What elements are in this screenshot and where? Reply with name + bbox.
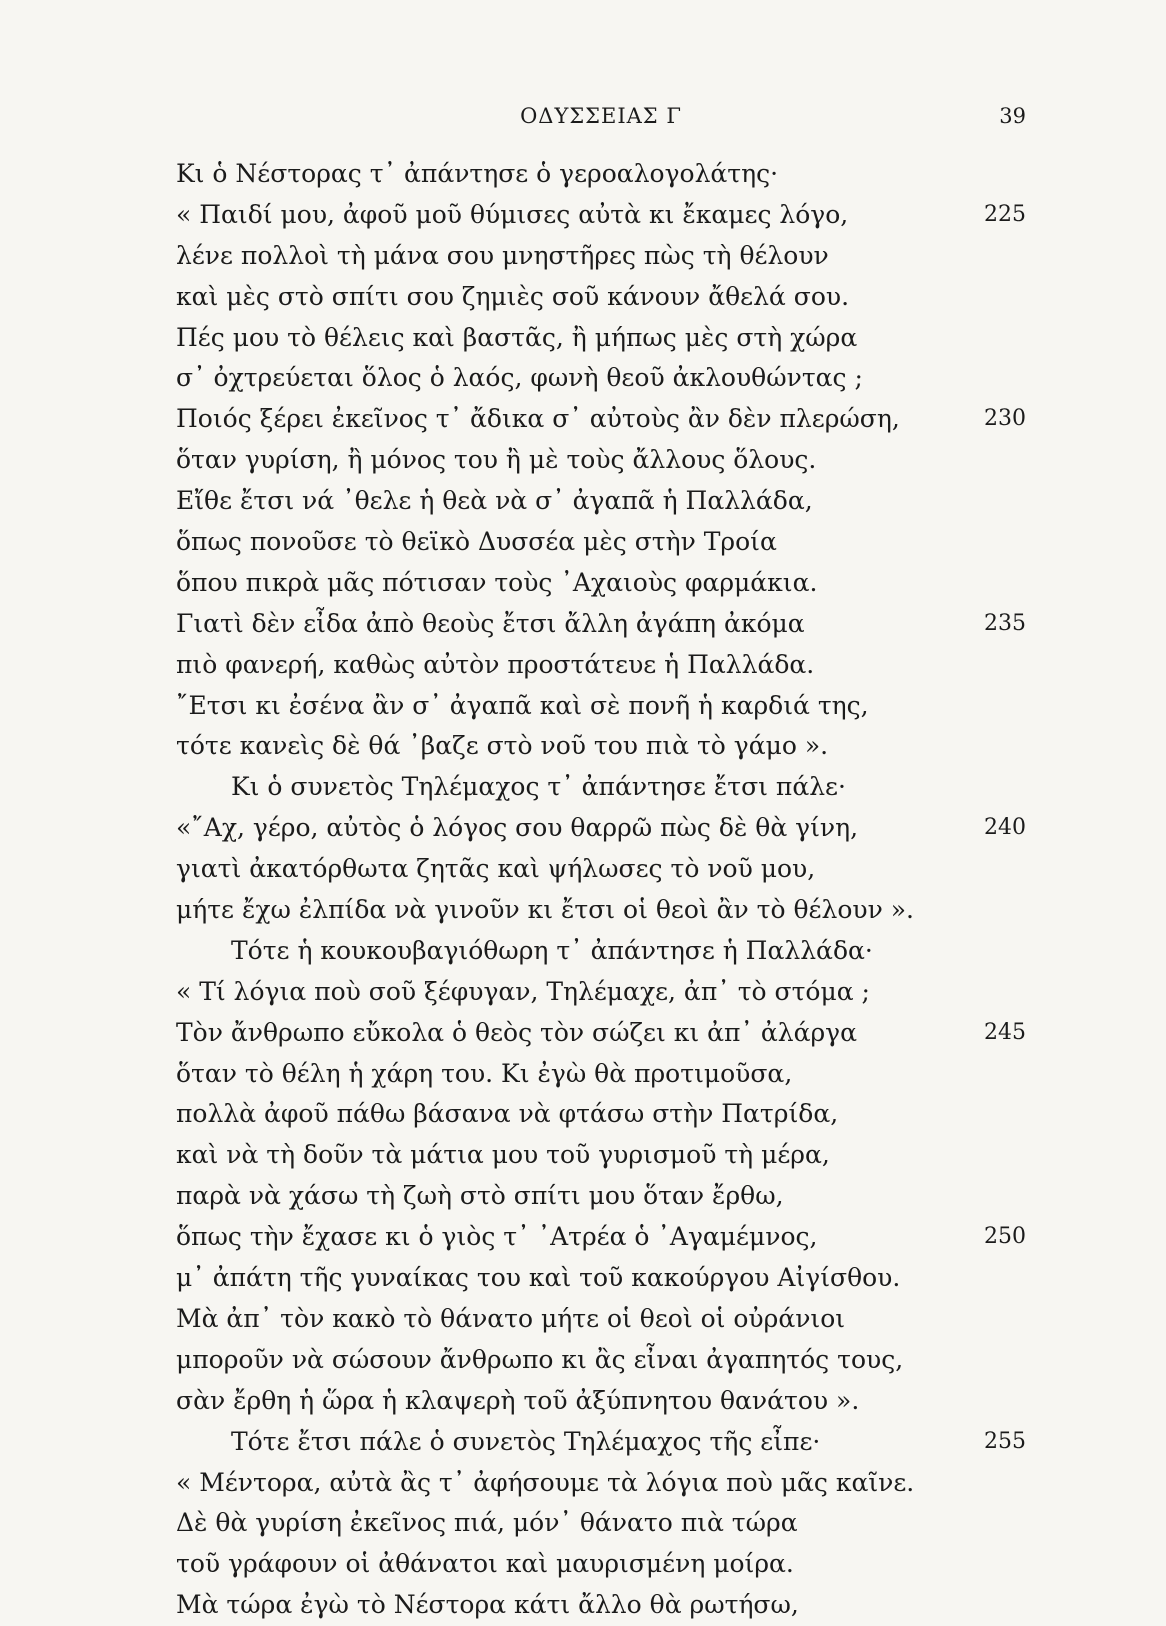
verse-text: Κι ὁ Νέστορας τ᾽ ἀπάντησε ὁ γεροαλογολάτης· — [176, 159, 779, 188]
verse-text: Τὸν ἄνθρωπο εὔκολα ὁ θεὸς τὸν σώζει κι ἀπ᾽ ἀλάργα — [176, 1017, 858, 1047]
verse-line — [176, 849, 1026, 890]
verse-text: « Παιδί μου, ἀφοῦ μοῦ θύμισες αὐτὰ κι ἔκαμες λόγο, — [176, 199, 849, 229]
verse-text: παρὰ νὰ χάσω τὴ ζωὴ στὸ σπίτι μου ὅταν ἔρθω, — [176, 1181, 784, 1211]
verse-text: καὶ μὲς στὸ σπίτι σου ζημιὲς σοῦ κάνουν ἄθελά σου. — [176, 281, 850, 311]
verse-line — [176, 767, 1026, 808]
running-head — [176, 100, 1026, 132]
verse-text: Τότε ἡ κουκουβαγιόθωρη τ᾽ ἀπάντησε ἡ Παλλάδα· — [231, 935, 873, 965]
verse-text: ὅταν γυρίση, ἢ μόνος του ἢ μὲ τοὺς ἄλλους ὅλους. — [176, 445, 817, 475]
verse-line — [176, 1463, 1026, 1504]
verse-text: λένε πολλοὶ τὴ μάνα σου μνηστῆρες πὼς τὴ θέλουν — [176, 240, 829, 270]
verse-text: σ᾽ ὀχτρεύεται ὅλος ὁ λαός, φωνὴ θεοῦ ἀκλουθώντας ; — [176, 363, 863, 393]
verse-line — [176, 1422, 1026, 1463]
verse-text: Εἴθε ἔτσι νά ᾽θελε ἡ θεὰ νὰ σ᾽ ἀγαπᾶ ἡ Παλλάδα, — [176, 486, 813, 516]
verse-line — [176, 1135, 1026, 1176]
verse-text: τότε κανεὶς δὲ θά ᾽βαζε στὸ νοῦ του πιὰ τὸ γάμο ». — [176, 731, 829, 761]
verse-line — [176, 277, 1026, 318]
verse-text: τοῦ γράφουν οἱ ἀθάνατοι καὶ μαυρισμένη μοίρα. — [176, 1549, 794, 1579]
verse-line — [176, 726, 1026, 767]
verse-line — [176, 1176, 1026, 1217]
verse-line — [176, 1054, 1026, 1095]
verse-text: Δὲ θὰ γυρίση ἐκεῖνος πιά, μόν᾽ θάνατο πιὰ τώρα — [176, 1508, 798, 1538]
verse-line — [176, 440, 1026, 481]
verse-line — [176, 522, 1026, 563]
line-number: 240 — [984, 815, 1026, 841]
page-number: 39 — [999, 104, 1026, 128]
verse-text: ὅπου πικρὰ μᾶς πότισαν τοὺς ᾽Αχαιοὺς φαρμάκια. — [176, 567, 818, 597]
verse-text: ὅπως πονοῦσε τὸ θεϊκὸ Δυσσέα μὲς στὴν Τροία — [176, 527, 777, 557]
verse-text: πολλὰ ἀφοῦ πάθω βάσανα νὰ φτάσω στὴν Πατρίδα, — [176, 1099, 839, 1129]
verse-line — [176, 604, 1026, 645]
verse-text: Μὰ ἀπ᾽ τὸν κακὸ τὸ θάνατο μήτε οἱ θεοὶ οἱ οὐράνιοι — [176, 1303, 846, 1333]
verse-line — [176, 645, 1026, 686]
verse-line — [176, 358, 1026, 399]
verse-text: Κι ὁ συνετὸς Τηλέμαχος τ᾽ ἀπάντησε ἔτσι πάλε· — [231, 772, 846, 802]
verse-text: «῎Αχ, γέρο, αὐτὸς ὁ λόγος σου θαρρῶ πὼς δὲ θὰ γίνη, — [176, 813, 859, 843]
verse-text: σὰν ἔρθη ἡ ὥρα ἡ κλαψερὴ τοῦ ἀξύπνητου θανάτου ». — [176, 1385, 860, 1415]
verse-line — [176, 399, 1026, 440]
verse-text: μποροῦν νὰ σώσουν ἄνθρωπο κι ἂς εἶναι ἀγαπητός τους, — [176, 1344, 904, 1374]
line-number: 230 — [984, 406, 1026, 432]
verse-line — [176, 1258, 1026, 1299]
verse-line — [176, 236, 1026, 277]
verse-line — [176, 931, 1026, 972]
verse-text: ῎Ετσι κι ἐσένα ἂν σ᾽ ἀγαπᾶ καὶ σὲ πονῆ ἡ καρδιά της, — [176, 690, 869, 720]
verse-text: Ποιός ξέρει ἐκεῖνος τ᾽ ἄδικα σ᾽ αὐτοὺς ἂν δὲν πλερώση, — [176, 404, 900, 434]
verse-line — [176, 890, 1026, 931]
line-number: 255 — [984, 1428, 1026, 1454]
verse-line — [176, 1340, 1026, 1381]
verse-line — [176, 1381, 1026, 1422]
verse-text: γιατὶ ἀκατόρθωτα ζητᾶς καὶ ψήλωσες τὸ νοῦ μου, — [176, 854, 816, 884]
verse-block — [176, 154, 1026, 1626]
verse-text: μήτε ἔχω ἐλπίδα νὰ γινοῦν κι ἔτσι οἱ θεοὶ ἂν τὸ θέλουν ». — [176, 895, 914, 925]
verse-text: πιὸ φανερή, καθὼς αὐτὸν προστάτευε ἡ Παλλάδα. — [176, 649, 815, 679]
verse-line — [176, 1585, 1026, 1626]
verse-text: μ᾽ ἀπάτη τῆς γυναίκας του καὶ τοῦ κακούργου Αἰγίσθου. — [176, 1263, 901, 1293]
verse-line — [176, 808, 1026, 849]
verse-line — [176, 563, 1026, 604]
verse-text: ὅπως τὴν ἔχασε κι ὁ γιὸς τ᾽ ᾽Ατρέα ὁ ᾽Αγαμέμνος, — [176, 1222, 818, 1252]
chapter-title: ΟΔΥΣΣΕΙΑΣ Γ — [520, 104, 682, 128]
verse-text: Γιατὶ δὲν εἶδα ἀπὸ θεοὺς ἔτσι ἄλλη ἀγάπη ἀκόμα — [176, 608, 805, 638]
verse-line — [176, 1217, 1026, 1258]
verse-text: « Τί λόγια ποὺ σοῦ ξέφυγαν, Τηλέμαχε, ἀπ᾽ τὸ στόμα ; — [176, 976, 870, 1006]
verse-text: Τότε ἔτσι πάλε ὁ συνετὸς Τηλέμαχος τῆς εἶπε· — [231, 1426, 821, 1456]
verse-text: Μὰ τώρα ἐγὼ τὸ Νέστορα κάτι ἄλλο θὰ ρωτήσω, — [176, 1590, 799, 1620]
verse-line — [176, 195, 1026, 236]
line-number: 245 — [984, 1019, 1026, 1045]
verse-line — [176, 1299, 1026, 1340]
verse-line — [176, 1544, 1026, 1585]
verse-line — [176, 972, 1026, 1013]
verse-line — [176, 1503, 1026, 1544]
verse-text: Πές μου τὸ θέλεις καὶ βαστᾶς, ἢ μήπως μὲς στὴ χώρα — [176, 322, 858, 352]
line-number: 235 — [984, 610, 1026, 636]
verse-line — [176, 481, 1026, 522]
verse-line — [176, 154, 1026, 195]
verse-text: καὶ νὰ τὴ δοῦν τὰ μάτια μου τοῦ γυρισμοῦ τὴ μέρα, — [176, 1140, 830, 1170]
verse-text: ὅταν τὸ θέλη ἡ χάρη του. Κι ἐγὼ θὰ προτιμοῦσα, — [176, 1058, 793, 1088]
line-number: 250 — [984, 1224, 1026, 1250]
verse-line — [176, 1094, 1026, 1135]
verse-line — [176, 686, 1026, 727]
verse-line — [176, 318, 1026, 359]
verse-text: « Μέντορα, αὐτὰ ἂς τ᾽ ἀφήσουμε τὰ λόγια ποὺ μᾶς καῖνε. — [176, 1467, 915, 1497]
verse-line — [176, 1013, 1026, 1054]
line-number: 225 — [984, 201, 1026, 227]
